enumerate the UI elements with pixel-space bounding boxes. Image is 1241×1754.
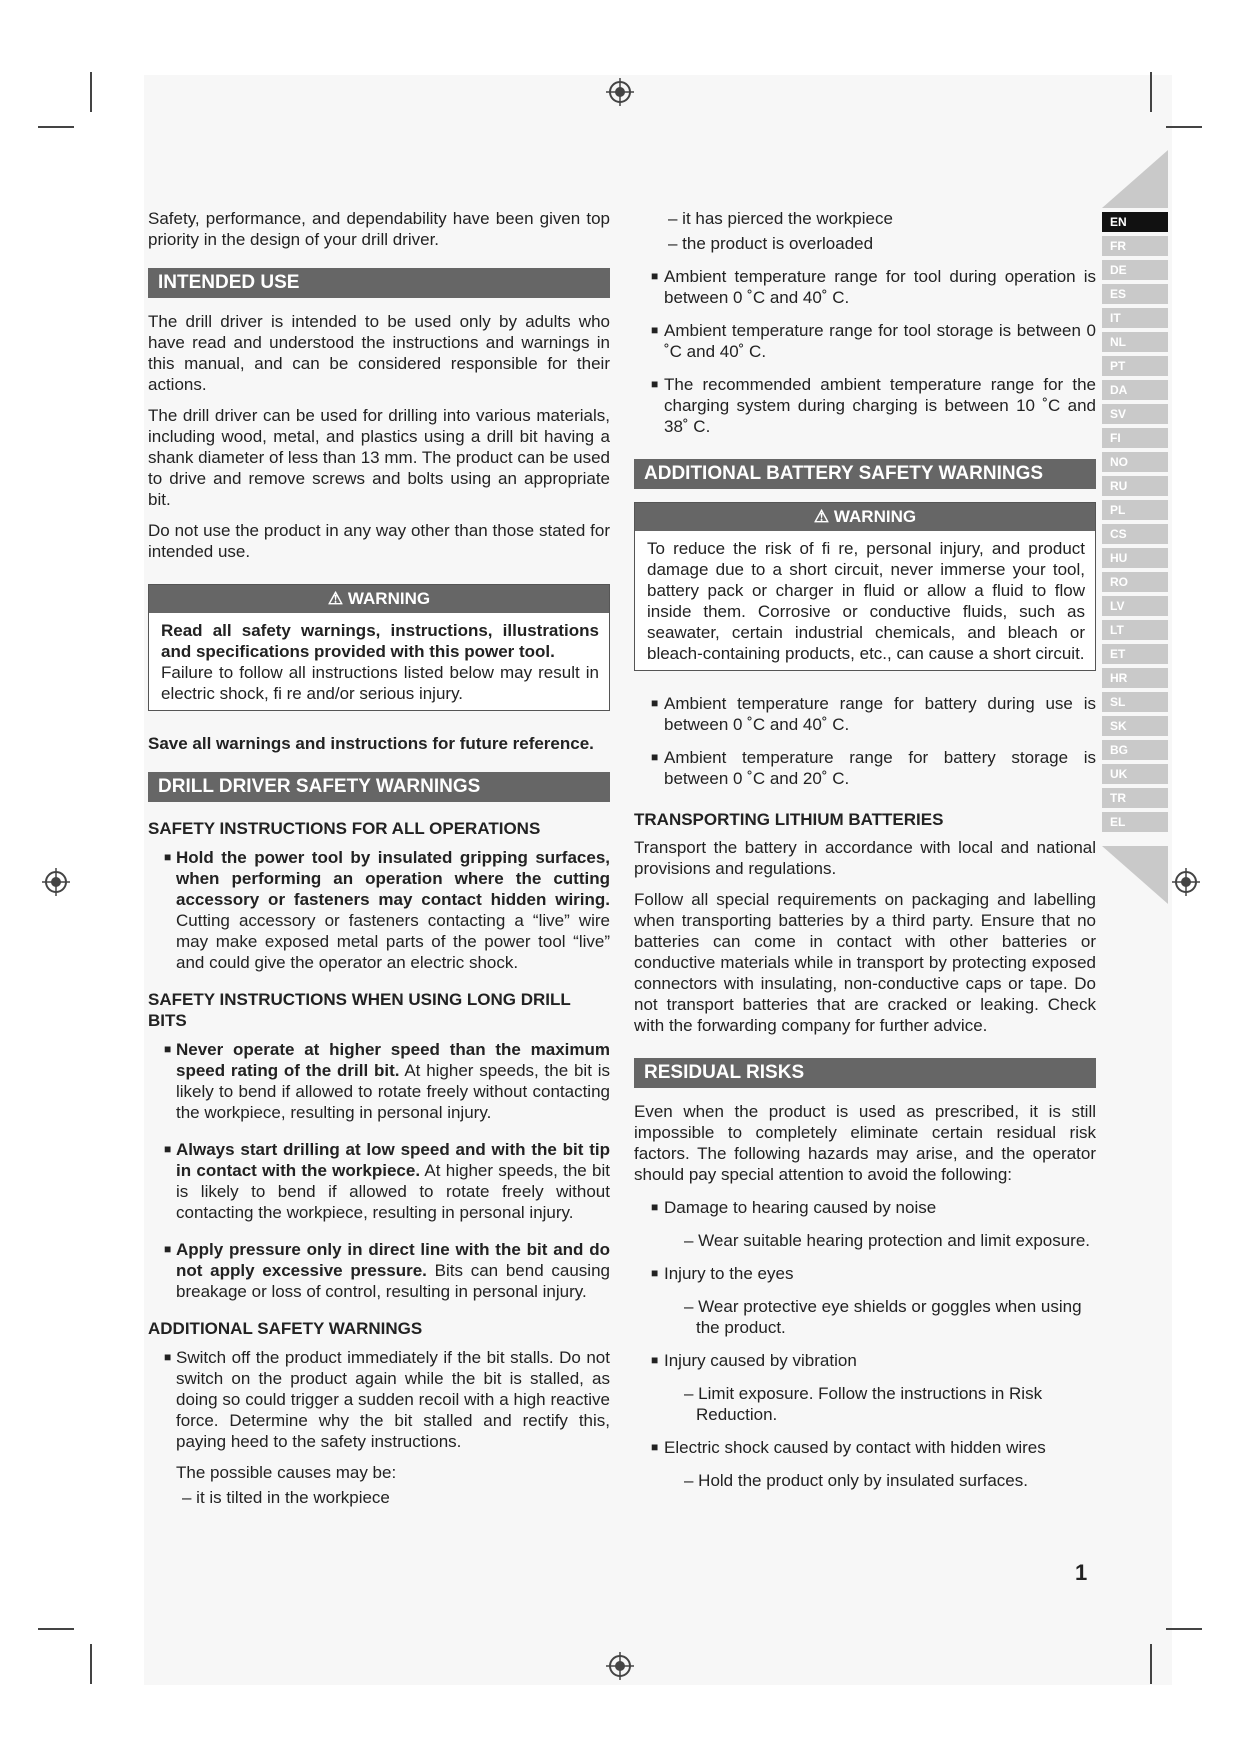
item-text: Ambient temperature range for battery storage is between 0 ˚C and 20˚ C.	[664, 748, 1096, 788]
item-text: At higher speeds, the bit is likely to bend if allowed to rotate freely without contacting the workpiece, resulting in personal injury.	[176, 1161, 610, 1222]
language-tab-lv[interactable]: LV	[1102, 596, 1168, 616]
list-item	[148, 847, 610, 973]
item-text: Bits can bend causing breakage or loss of control, resulting in personal injury.	[176, 1261, 610, 1301]
warning-header	[635, 503, 1095, 531]
intro-text: Safety, performance, and dependability have been given top priority in the design of your drill driver.	[148, 209, 610, 249]
dash-item: – Wear protective eye shields or goggles when using the product.	[684, 1297, 1082, 1337]
bullet-square-icon: ■	[651, 696, 659, 710]
item-text: Damage to hearing caused by noise	[664, 1198, 937, 1217]
right-column	[634, 208, 1096, 1499]
list-item	[148, 1139, 610, 1223]
list-item	[634, 693, 1096, 735]
warning-box	[634, 502, 1096, 671]
save-instructions-line: Save all warnings and instructions for future reference.	[148, 734, 594, 753]
bullet-square-icon: ■	[651, 269, 659, 283]
cause-item: – the product is overloaded	[668, 234, 874, 253]
subheading: SAFETY INSTRUCTIONS WHEN USING LONG DRILL BITS	[148, 990, 571, 1030]
crop-mark	[1166, 126, 1202, 128]
crop-mark	[1166, 1628, 1202, 1630]
language-tab-sv[interactable]: SV	[1102, 404, 1168, 424]
list-item	[634, 1197, 1096, 1218]
item-text: Ambient temperature range for tool during operation is between 0 ˚C and 40˚ C.	[664, 267, 1096, 307]
item-text: Ambient temperature range for battery during use is between 0 ˚C and 40˚ C.	[664, 694, 1096, 734]
item-bold-text: Never operate at higher speed than the maximum speed rating of the drill bit.	[176, 1040, 610, 1080]
subheading: TRANSPORTING LITHIUM BATTERIES	[634, 810, 944, 829]
bullet-square-icon: ■	[651, 1353, 659, 1367]
warning-header	[149, 585, 609, 613]
registration-mark-icon	[1172, 868, 1200, 896]
item-text: At higher speeds, the bit is likely to bend if allowed to rotate freely without contacting the workpiece, resulting in personal injury.	[176, 1061, 610, 1122]
crop-mark	[38, 126, 74, 128]
transport-paragraph: Follow all special requirements on packaging and labelling when transporting batteries by a third party. Ensure that no batteries can come in contact with other batteries or conductive materials while in transport by protecting exposed connectors with insulating, non-conductive caps or tape. Do not transport batteries that are cracked or leaking. Check with the forwarding company for further advice.	[634, 890, 1096, 1035]
language-tab-nl[interactable]: NL	[1102, 332, 1168, 352]
crop-mark	[1150, 72, 1152, 112]
warning-title: WARNING	[833, 507, 917, 526]
language-tab-tr[interactable]: TR	[1102, 788, 1168, 808]
bullet-square-icon: ■	[651, 750, 659, 764]
language-tab-cs[interactable]: CS	[1102, 524, 1168, 544]
language-tab-et[interactable]: ET	[1102, 644, 1168, 664]
intended-use-heading: INTENDED USE	[148, 268, 610, 298]
intended-use-paragraph: The drill driver can be used for drilling into various materials, including wood, metal, and plastics using a drill bit having a shank diameter of less than 13 mm. The product can be used to drive and remove screws and bolts using an appropriate bit.	[148, 406, 610, 509]
list-item	[634, 320, 1096, 362]
registration-mark-icon	[606, 78, 634, 106]
language-tab-el[interactable]: EL	[1102, 812, 1168, 832]
language-tab-it[interactable]: IT	[1102, 308, 1168, 328]
list-item	[148, 1039, 610, 1123]
bullet-square-icon: ■	[651, 1266, 659, 1280]
transport-paragraph: Transport the battery in accordance with local and national provisions and regulations.	[634, 838, 1096, 878]
dash-item: – Limit exposure. Follow the instructions in Risk Reduction.	[684, 1384, 1043, 1424]
registration-mark-icon	[42, 868, 70, 896]
language-tab-bottom-triangle	[1102, 846, 1168, 904]
battery-safety-heading: ADDITIONAL BATTERY SAFETY WARNINGS	[634, 459, 1096, 489]
left-column	[148, 208, 610, 1512]
list-item	[634, 1263, 1096, 1284]
item-text: The recommended ambient temperature range for the charging system during charging is between 10 ˚C and 38˚ C.	[664, 375, 1096, 436]
bullet-square-icon: ■	[164, 1042, 172, 1056]
causes-intro: The possible causes may be:	[176, 1463, 397, 1482]
language-tab-bg[interactable]: BG	[1102, 740, 1168, 760]
language-tab-uk[interactable]: UK	[1102, 764, 1168, 784]
list-item	[634, 747, 1096, 789]
warning-bold-text: Read all safety warnings, instructions, illustrations and specifications provided with this power tool.	[161, 621, 599, 661]
language-tab-da[interactable]: DA	[1102, 380, 1168, 400]
language-tab-hu[interactable]: HU	[1102, 548, 1168, 568]
language-tab-fr[interactable]: FR	[1102, 236, 1168, 256]
language-tab-pl[interactable]: PL	[1102, 500, 1168, 520]
crop-mark	[90, 1644, 92, 1684]
warning-text: To reduce the risk of fi re, personal injury, and product damage due to a short circuit, never immerse your tool, battery pack or charger in fluid or allow a fluid to flow inside them. Corrosive or conductive fluids, such as seawater, certain industrial chemicals, and bleach or bleach-containing products, etc., can cause a short circuit.	[647, 539, 1085, 663]
subheading: ADDITIONAL SAFETY WARNINGS	[148, 1319, 423, 1338]
list-item	[148, 1239, 610, 1302]
language-tab-hr[interactable]: HR	[1102, 668, 1168, 688]
crop-mark	[90, 72, 92, 112]
language-tabs	[1102, 212, 1168, 836]
registration-mark-icon	[606, 1652, 634, 1680]
item-text: Injury caused by vibration	[664, 1351, 857, 1370]
bullet-square-icon: ■	[651, 1200, 659, 1214]
language-tab-ru[interactable]: RU	[1102, 476, 1168, 496]
item-text: Switch off the product immediately if the bit stalls. Do not switch on the product again while the bit is stalled, as doing so could trigger a sudden recoil with a high reactive force. Determine why the bit stalled and rectify this, paying heed to the safety instructions.	[176, 1348, 610, 1451]
warning-triangle-icon: ⚠	[327, 589, 344, 608]
bullet-square-icon: ■	[651, 377, 659, 391]
language-tab-no[interactable]: NO	[1102, 452, 1168, 472]
cause-item: – it is tilted in the workpiece	[182, 1488, 390, 1507]
bullet-square-icon: ■	[164, 1242, 172, 1256]
language-tab-de[interactable]: DE	[1102, 260, 1168, 280]
bullet-square-icon: ■	[164, 850, 172, 864]
language-tab-top-triangle	[1102, 150, 1168, 208]
warning-box	[148, 584, 610, 711]
language-tab-en[interactable]: EN	[1102, 212, 1168, 232]
list-item	[634, 266, 1096, 308]
list-item	[634, 1437, 1096, 1458]
language-tab-ro[interactable]: RO	[1102, 572, 1168, 592]
intended-use-paragraph: Do not use the product in any way other than those stated for intended use.	[148, 521, 610, 561]
bullet-square-icon: ■	[164, 1350, 172, 1364]
warning-title: WARNING	[347, 589, 431, 608]
bullet-square-icon: ■	[164, 1142, 172, 1156]
warning-text: Failure to follow all instructions listed below may result in electric shock, fi re and/or serious injury.	[161, 663, 599, 703]
list-item	[634, 1350, 1096, 1371]
item-text: Cutting accessory or fasteners contacting a “live” wire may make exposed metal parts of the power tool “live” and could give the operator an electric shock.	[176, 911, 610, 972]
warning-triangle-icon: ⚠	[813, 507, 830, 526]
item-text: Ambient temperature range for tool storage is between 0 ˚C and 40˚ C.	[664, 321, 1096, 361]
language-tab-pt[interactable]: PT	[1102, 356, 1168, 376]
residual-risks-heading: RESIDUAL RISKS	[634, 1058, 1096, 1088]
crop-mark	[1150, 1644, 1152, 1684]
language-tab-fi[interactable]: FI	[1102, 428, 1168, 448]
item-bold-text: Always start drilling at low speed and with the bit tip in contact with the workpiece.	[176, 1140, 610, 1180]
list-item	[148, 1347, 610, 1452]
language-tab-es[interactable]: ES	[1102, 284, 1168, 304]
subheading: SAFETY INSTRUCTIONS FOR ALL OPERATIONS	[148, 819, 541, 838]
residual-paragraph: Even when the product is used as prescribed, it is still impossible to completely eliminate certain residual risk factors. The following hazards may arise, and the operator should pay special attention to avoid the following:	[634, 1102, 1096, 1184]
crop-mark	[38, 1628, 74, 1630]
intended-use-paragraph: The drill driver is intended to be used only by adults who have read and understood the instructions and warnings in this manual, and can be considered responsible for their actions.	[148, 312, 610, 394]
language-tab-lt[interactable]: LT	[1102, 620, 1168, 640]
bullet-square-icon: ■	[651, 1440, 659, 1454]
list-item	[634, 374, 1096, 437]
bullet-square-icon: ■	[651, 323, 659, 337]
item-bold-text: Apply pressure only in direct line with the bit and do not apply excessive pressure.	[176, 1240, 610, 1280]
item-text: Injury to the eyes	[664, 1264, 794, 1283]
cause-item: – it has pierced the workpiece	[668, 209, 893, 228]
item-text: Electric shock caused by contact with hidden wires	[664, 1438, 1046, 1457]
language-tab-sk[interactable]: SK	[1102, 716, 1168, 736]
page-number: 1	[1075, 1560, 1088, 1585]
language-tab-sl[interactable]: SL	[1102, 692, 1168, 712]
drill-driver-safety-heading: DRILL DRIVER SAFETY WARNINGS	[148, 772, 610, 802]
dash-item: – Hold the product only by insulated surfaces.	[684, 1471, 1028, 1490]
dash-item: – Wear suitable hearing protection and limit exposure.	[684, 1231, 1091, 1250]
item-bold-text: Hold the power tool by insulated gripping surfaces, when performing an operation where the cutting accessory or fasteners may contact hidden wiring.	[176, 848, 610, 909]
